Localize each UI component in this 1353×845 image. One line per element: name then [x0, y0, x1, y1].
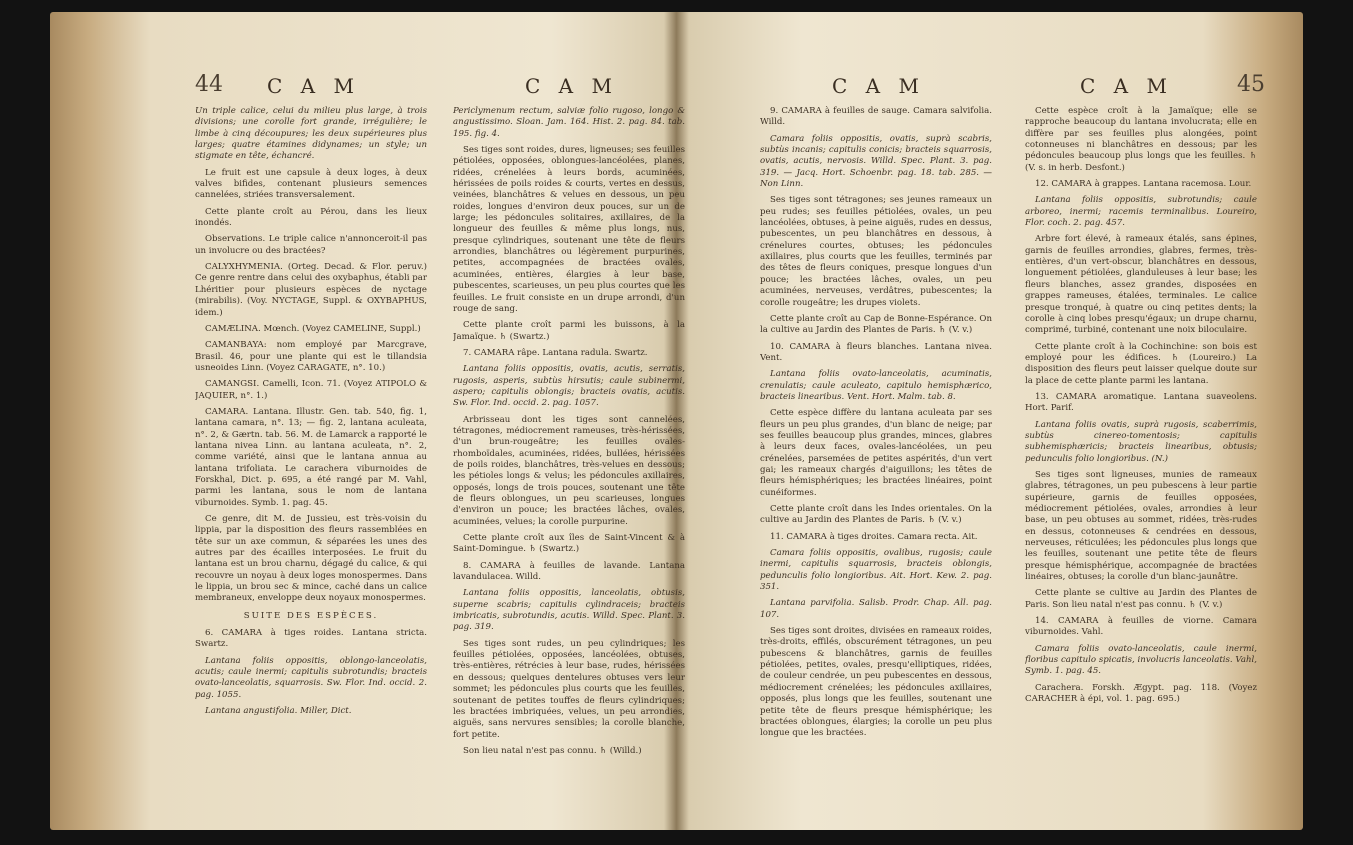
text-column [760, 106, 992, 796]
paragraph: Lantana foliis oppositis, lanceolatis, obtusis, superne scabris; capitulis cylindraceis; bracteis imbricatis, subrotundis, acutis. Willd. Spec. Plant. 3. pag. 319. [453, 588, 685, 633]
page-number: 44 [195, 72, 223, 97]
paragraph: Cette plante croît dans les Indes orientales. On la cultive au Jardin des Plantes de Paris. ♄ (V. v.) [760, 504, 992, 526]
paragraph: Lantana foliis oppositis, subrotundis; caule arboreo, inermi; racemis terminalibus. Loureiro, Flor. coch. 2. pag. 457. [1025, 195, 1257, 229]
paragraph: Lantana foliis oppositis, ovatis, acutis, serratis, rugosis, asperis, subtùs hirsutis; caule subinermi, aspero; capitulis oblongis; bracteis ovatis, acutis. Sw. Flor. Ind. occid. 2. pag. 1057. [453, 364, 685, 409]
paragraph: 6. CAMARA à tiges roides. Lantana stricta. Swartz. [195, 628, 427, 650]
running-head: C A M [1080, 74, 1173, 98]
paragraph: Le fruit est une capsule à deux loges, à deux valves bifides, contenant plusieurs semences cannelées, striées transversalement. [195, 167, 427, 201]
text-column [453, 106, 685, 796]
paragraph: 7. CAMARA râpe. Lantana radula. Swartz. [463, 347, 648, 358]
running-head: C A M [267, 74, 360, 98]
paragraph: Periclymenum rectum, salviæ folio rugoso, longo & angustissimo. Sloan. Jam. 164. Hist. 2. pag. 84. tab. 195. fig. 4. [453, 106, 685, 139]
paragraph: Lantana foliis ovatis, suprà rugosis, scaberrimis, subtùs cinereo-tomentosis; capitulis subhemisphæricis; bracteis linearibus, obtusis; pedunculis folio longioribus. (N.) [1025, 419, 1257, 464]
paragraph: 11. CAMARA à tiges droites. Camara recta. Ait. [770, 531, 978, 542]
paragraph: Cette plante croît au Cap de Bonne-Espérance. On la cultive au Jardin des Plantes de Paris. ♄ (V. v.) [760, 313, 992, 336]
paragraph: Camara foliis oppositis, ovatis, suprà scabris, subtùs incanis; capitulis conicis; bracteis squarrosis, ovatis, acutis, nervosis. Willd. Spec. Plant. 3. pag. 319. — Jacq. Hort. Schoenbr. pag. 18. tab. 285. — Non Linn. [760, 133, 992, 190]
paragraph: Camara foliis ovato-lanceolatis, caule inermi, floribus capitulo spicatis, involucris lanceolatis. Vahl, Symb. 1. pag. 45. [1025, 643, 1257, 677]
paragraph: Cette espèce croît à la Jamaïque; elle se rapproche beaucoup du lantana involucrata; elle en diffère par ses feuilles plus alongées, point cotonneuses ni blanchâtres en dessous; par les pédoncules beaucoup plus longs que les feuilles. ♄ (V. s. in herb. Desfont.) [1025, 106, 1257, 173]
paragraph: Camara foliis oppositis, ovalibus, rugosis; caule inermi, capitulis squarrosis, bracteis oblongis, pedunculis folio longioribus. Ait. Hort. Kew. 2. pag. 351. [760, 548, 992, 593]
paragraph: Ses tiges sont roides, dures, ligneuses; ses feuilles pétiolées, opposées, oblongues-lancéolées, planes, ridées, crénelées à leurs bords, acuminées, hérissées de poils roides & courts, vertes en dessus, veinées, blanchâtres & velues en dessous, un peu roides, longues d'environ deux pouces, sur un de large; les pédoncules solitaires, axillaires, de la longueur des feuilles & même plus longs, nus, presque cylindriques, soutenant une tête de fleurs arrondies, blanchâtres ou légèrement purpurines, petites, accompagnées de bractées ovales, acuminées, entières, élargies à leur base, pubescentes, scarieuses, un peu plus courtes que les feuilles. Le fruit consiste en un drupe arrondi, d'un rouge de sang. [453, 145, 685, 314]
section-heading: SUITE DES ESPÈCES. [243, 610, 379, 621]
paragraph: 12. CAMARA à grappes. Lantana racemosa. Lour. [1035, 179, 1252, 190]
paragraph: Cette plante se cultive au Jardin des Plantes de Paris. Son lieu natal n'est pas connu. ♄ (V. v.) [1025, 588, 1257, 610]
right-page [760, 72, 1265, 802]
paragraph: CAMANGSI. Camelli, Icon. 71. (Voyez ATIPOLO & JAQUIER, n°. 1.) [195, 379, 427, 401]
paragraph: Ses tiges sont tétragones; ses jeunes rameaux un peu rudes; ses feuilles pétiolées, ovales, un peu lancéolées, obtuses, à peine aiguës, rudes en dessus, pubescentes, un peu blanchâtres en dessous, à crénelures courtes, obtuses; les pédoncules axillaires, plus courts que les feuilles, terminés par des têtes de fleurs coniques, presque longues d'un pouce; les bractées lâches, ovales, un peu acuminées, nerveuses, verdâtres, pubescentes; la corolle rougeâtre; les drupes violets. [760, 195, 992, 308]
paragraph: Lantana foliis ovato-lanceolatis, acuminatis, crenulatis; caule aculeato, capitulo hemisphærico, bracteis linearibus. Vent. Hort. Malm. tab. 8. [760, 369, 992, 402]
paragraph: Lantana parvifolia. Salisb. Prodr. Chap. All. pag. 107. [760, 598, 992, 620]
paragraph: Cette plante croît aux îles de Saint-Vincent & à Saint-Domingue. ♄ (Swartz.) [453, 533, 685, 555]
paragraph: Lantana foliis oppositis, oblongo-lanceolatis, acutis; caule inermi; capitulis subrotundis; bracteis ovato-lanceolatis, squarrosis. Sw. Flor. Ind. occid. 2. pag. 1055. [195, 655, 427, 700]
paragraph: Un triple calice, celui du milieu plus large, à trois divisions; une corolle fort grande, irrégulière; le limbe à cinq découpures; les deux supérieures plus larges; quatre étamines didynames; un style; un stigmate en tête, échancré. [195, 106, 427, 162]
paragraph: Ses tiges sont ligneuses, munies de rameaux glabres, tétragones, un peu pubescens à leur partie supérieure, garnis de feuilles opposées, médiocrement pétiolées, ovales, arrondies à leur base, un peu obtuses au sommet, ridées, très-rudes en dessus, cotonneuses & cendrées en dessous, nerveuses, réticulées; les pédoncules plus longs que les feuilles, soutenant une petite tête de fleurs presque hémisphérique, accompagnée de bractées linéaires, obtuses; la corolle d'un blanc-jaunâtre. [1025, 469, 1257, 583]
paragraph: Lantana angustifolia. Miller, Dict. [205, 706, 352, 717]
paragraph: Carachera. Forskh. Ægypt. pag. 118. (Voyez CARACHER à épi, vol. 1. pag. 695.) [1025, 682, 1257, 705]
running-head: C A M [525, 74, 618, 98]
paragraph: Ses tiges sont droites, divisées en rameaux roides, très-droits, effilés, obscurément tétragones, un peu pubescens & blanchâtres, garnis de feuilles pétiolées, petites, ovales, presqu'elliptiques, ridées, de couleur cendrée, un peu pubescentes en dessous, médiocrement crénelées; les pédoncules axillaires, opposés, plus longs que les feuilles, soutenant une petite tête de fleurs presque hémisphérique; les bractées oblongues, élargies; la corolle un peu plus longue que les bractées. [760, 626, 992, 739]
paragraph: Cette plante croît à la Cochinchine: son bois est employé pour les édifices. ♄ (Loureiro.) La disposition des fleurs peut laisser quelque doute sur la place de cette plante parmi les lantana. [1025, 341, 1257, 386]
page-number: 45 [1237, 72, 1265, 97]
paragraph: Cette plante croît au Pérou, dans les lieux inondés. [195, 206, 427, 229]
paragraph: 13. CAMARA aromatique. Lantana suaveolens. Hort. Parif. [1025, 391, 1257, 414]
text-column [1025, 106, 1257, 796]
paragraph: 10. CAMARA à fleurs blanches. Lantana nivea. Vent. [760, 341, 992, 363]
paragraph: Arbre fort élevé, à rameaux étalés, sans épines, garnis de feuilles arrondies, glabres, fermes, très-entières, d'un vert-obscur, blanchâtres en dessous, longuement pétiolées, glanduleuses à leur base; les fleurs blanches, assez grandes, disposées en grappes rameuses, étalées, terminales. Le calice presque tronqué, à quatre ou cinq petites dents; la corolle à cinq lobes presqu'égaux; un drupe charnu, comprimé, turbiné, contenant une noix biloculaire. [1025, 234, 1257, 336]
paragraph: Observations. Le triple calice n'annonceroit-il pas un involucre ou des bractées? [195, 234, 427, 256]
left-page [195, 72, 700, 802]
text-column [195, 106, 427, 796]
paragraph: CAMARA. Lantana. Illustr. Gen. tab. 540, fig. 1, lantana camara, n°. 13; — fig. 2, lantana aculeata, n°. 2, & Gærtn. tab. 56. M. de Lamarck a rapporté le lantana nivea Linn. au lantana aculeata, n°. 2, comme variété, ainsi que le lantana annua au lantana trifoliata. Le carachera viburnoides de Forskhal, Dict. p. 695, a été rangé par M. Vahl, parmi les lantana, sous le nom de lantana viburnoides. Symb. 1. pag. 45. [195, 406, 427, 508]
book-spread [50, 12, 1303, 830]
paragraph: Ses tiges sont rudes, un peu cylindriques; les feuilles pétiolées, opposées, lancéolées, obtuses, très-entières, rétrécies à leur base, rudes, hérissées en dessous; quelques dentelures obtuses vers leur sommet; les pédoncules plus courts que les feuilles, soutenant de petites touffes de fleurs cylindriques; les bractées imbriquées, velues, un peu arrondies, aiguës, sans nervures sensibles; la corolle blanche, fort petite. [453, 638, 685, 740]
paragraph: Son lieu natal n'est pas connu. ♄ (Willd.) [463, 745, 642, 756]
paragraph: Cette plante croît parmi les buissons, à la Jamaïque. ♄ (Swartz.) [453, 320, 685, 342]
paragraph: CAMANBAYA: nom employé par Marcgrave, Brasil. 46, pour une plante qui est le tillandsia usneoides Linn. (Voyez CARAGATE, n°. 10.) [195, 340, 427, 373]
paragraph: 14. CAMARA à feuilles de viorne. Camara viburnoides. Vahl. [1025, 616, 1257, 638]
paragraph: Ce genre, dit M. de Jussieu, est très-voisin du lippia, par la disposition des fleurs rassemblées en tête sur un axe commun, & séparées les unes des autres par des écailles interposées. Le fruit du lantana est un brou charnu, dégagé du calice, & qui recouvre un noyau à deux loges monospermes. Dans le lippia, un brou sec & mince, caché dans un calice membraneux, enveloppe deux noyaux monospermes. [195, 514, 427, 604]
paragraph: CAMÆLINA. Mœnch. (Voyez CAMELINE, Suppl.) [205, 323, 421, 334]
running-head: C A M [832, 74, 925, 98]
paragraph: Arbrisseau dont les tiges sont cannelées, tétragones, médiocrement rameuses, très-hérissées, d'un brun-rougeâtre; les feuilles ovales-rhomboïdales, acuminées, ridées, bullées, hérissées de poils roides, blanchâtres, très-velues en dessous; les pétioles longs & velus; les pédoncules axillaires, opposés, longs de trois pouces, soutenant une tête de fleurs oblongues, un peu scarieuses, longues d'environ un pouce; les bractées lâches, ovales, acuminées, velues; la corolle purpurine. [453, 414, 685, 527]
paragraph: Cette espèce diffère du lantana aculeata par ses fleurs un peu plus grandes, d'un blanc de neige; par ses feuilles beaucoup plus grandes, minces, glabres à leurs deux faces, ovales-lancéolées, un peu crénelées, parsemées de petites aspérités, d'un vert gai; les rameaux chargés d'aiguillons; les têtes de fleurs hémisphériques; les bractées linéaires, point cunéiformes. [760, 408, 992, 498]
paragraph: 8. CAMARA à feuilles de lavande. Lantana lavandulacea. Willd. [453, 560, 685, 583]
paragraph: CALYXHYMENIA. (Orteg. Decad. & Flor. peruv.) Ce genre rentre dans celui des oxybaphus, établi par Lhéritier pour plusieurs espèces de nyctage (mirabilis). (Voy. NYCTAGE, Suppl. & OXYBAPHUS, idem.) [195, 262, 427, 318]
paragraph: 9. CAMARA à feuilles de sauge. Camara salvifolia. Willd. [760, 106, 992, 128]
